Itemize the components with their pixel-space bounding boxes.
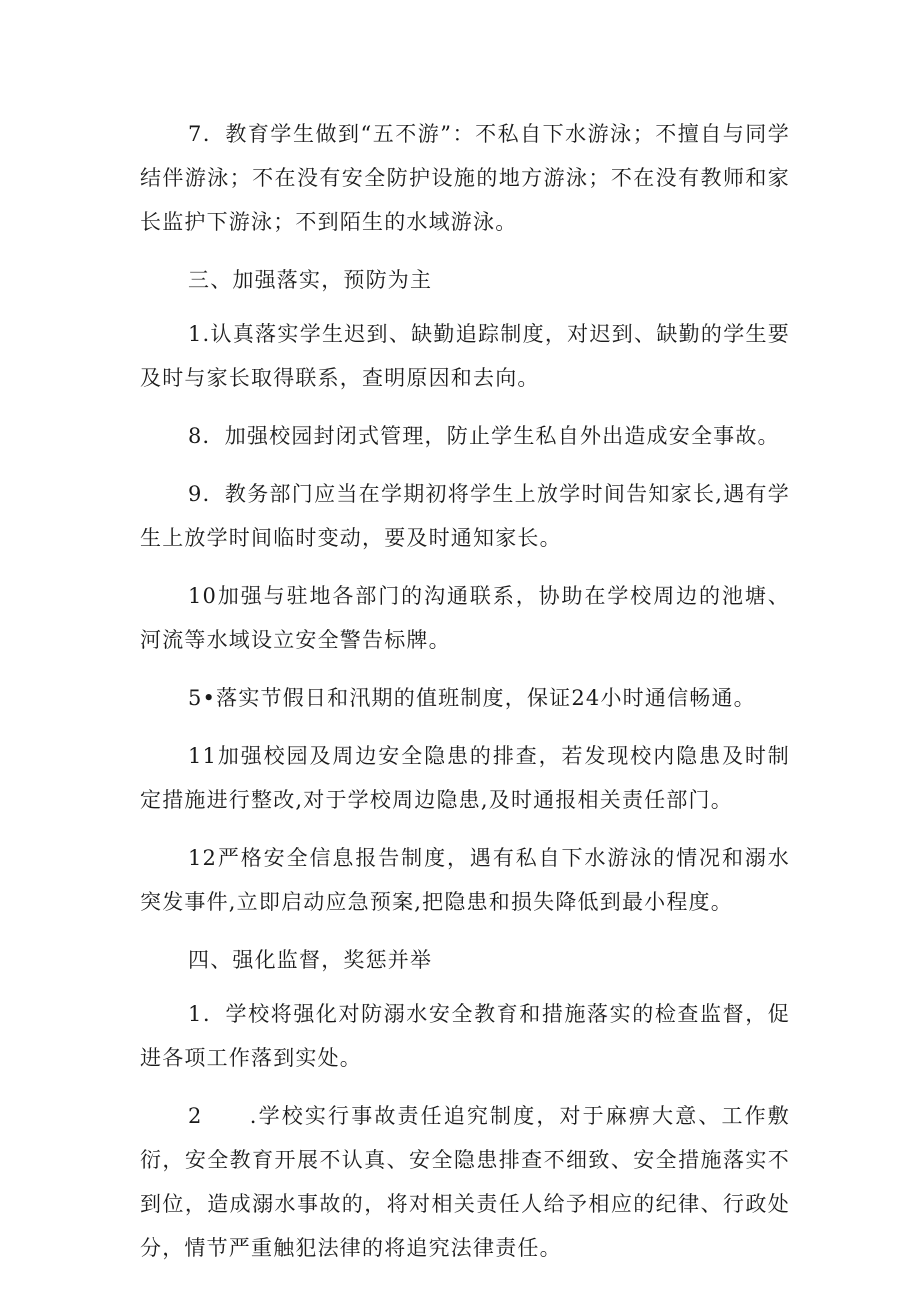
paragraph-school-schedule-notice: 9．教务部门应当在学期初将学生上放学时间告知家长,遇有学生上放学时间临时变动，要及时通知家长。 <box>140 482 790 550</box>
paragraph-information-reporting: 12严格安全信息报告制度，遇有私自下水游泳的情况和溺水突发事件,立即启动应急预案,把隐患和损失降低到最小程度。 <box>140 846 790 914</box>
paragraph-rule-7-five-no-swimming: 7．教育学生做到“五不游”：不私自下水游泳；不擅自与同学结伴游泳；不在没有安全防护设施的地方游泳；不在没有教师和家长监护下游泳；不到陌生的水域游泳。 <box>140 122 790 234</box>
section-heading-four: 四、强化监督，奖惩并举 <box>188 948 433 972</box>
paragraph-warning-signs: 10加强与驻地各部门的沟通联系，协助在学校周边的池塘、河流等水域设立安全警告标牌。 <box>140 584 790 652</box>
paragraph-hazard-inspection: 11加强校园及周边安全隐患的排查，若发现校内隐患及时制定措施进行整改,对于学校周边隐患,及时通报相关责任部门。 <box>140 744 790 812</box>
paragraph-attendance-tracking: 1.认真落实学生迟到、缺勤追踪制度，对迟到、缺勤的学生要及时与家长取得联系，查明原因和去向。 <box>140 322 790 390</box>
document-body <box>140 112 790 1284</box>
paragraph-duty-system: 5•落实节假日和汛期的值班制度，保证24小时通信畅通。 <box>188 686 756 710</box>
paragraph-campus-closed-management: 8．加强校园封闭式管理，防止学生私自外出造成安全事故。 <box>188 424 780 448</box>
paragraph-supervision: 1．学校将强化对防溺水安全教育和措施落实的检查监督，促进各项工作落到实处。 <box>140 1002 790 1070</box>
paragraph-accountability: 2 .学校实行事故责任追究制度，对于麻痹大意、工作敷衍，安全教育开展不认真、安全隐患排查不细致、安全措施落实不到位，造成溺水事故的，将对相关责任人给予相应的纪律、行政处分，情节严重触犯法律的将追究法律责任。 <box>140 1104 790 1260</box>
section-heading-three: 三、加强落实，预防为主 <box>188 268 433 292</box>
